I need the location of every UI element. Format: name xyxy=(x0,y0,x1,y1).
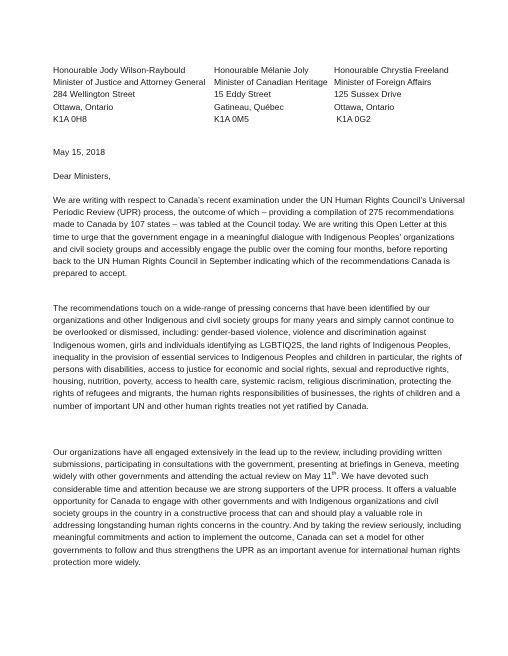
recipient-title: Minister of Justice and Attorney General xyxy=(53,77,206,88)
paragraph-2: The recommendations touch on a wide-range of pressing concerns that have been identified by our organizations and other Indigenous and civil society groups for many years and simply cannot continue to be overlooked or dismissed, including: gender-based violence, violence and discrimination against Indigenous women, girls and individuals identifying as LGBTIQ2S, the land rights of Indigenous Peoples, inequality in the provision of essential services to Indigenous Peoples and children in particular, the rights of persons with disabilities, access to justice for economic and social rights, sexual and reproductive rights, housing, nutrition, poverty, access to health care, systemic racism, religious discrimination, protecting the rights of refugees and migrants, the human rights responsibilities of businesses, the rights of children and a number of important UN and other human rights treaties not yet ratified by Canada. xyxy=(53,303,462,411)
paragraph-3 xyxy=(53,446,465,568)
recipient-name: Honourable Chrystia Freeland xyxy=(334,65,449,75)
paragraph-1: We are writing with respect to Canada’s recent examination under the UN Human Rights Council’s Universal Periodic Review (UPR) process, the outcome of which – providing a compilation of 275 recommendations made to Canada by 107 states – was tabled at the Council today. We are writing this Open Letter at this time to urge that the government engage in a meaningful dialogue with Indigenous Peoples’ organizations and civil society groups and accessibly engage the public over the coming four months, before reporting back to the UN Human Rights Council in September indicating which of the recommendations Canada is prepared to accept. xyxy=(53,195,465,279)
recipient-title: Minister of Canadian Heritage xyxy=(214,77,328,88)
salutation: Dear Ministers, xyxy=(53,171,111,181)
recipient-title: Minister of Foreign Affairs xyxy=(334,77,432,88)
recipient-city: Ottawa, Ontario xyxy=(53,101,114,112)
recipient-postal: K1A 0M5 xyxy=(214,113,249,124)
recipient-name: Honourable Mélanie Joly xyxy=(214,65,309,75)
recipient-address-3 xyxy=(334,64,449,125)
ordinal-suffix: th xyxy=(331,471,337,478)
letter-date: May 15, 2018 xyxy=(53,147,106,157)
recipient-postal: K1A 0H8 xyxy=(53,113,87,124)
recipient-street: 15 Eddy Street xyxy=(214,89,271,100)
recipient-street: 284 Wellington Street xyxy=(53,89,136,100)
recipient-address-1 xyxy=(53,64,205,125)
recipient-city: Ottawa, Ontario xyxy=(334,101,395,112)
recipient-postal: K1A 0G2 xyxy=(334,113,371,124)
paragraph-3-end: . We have devoted such considerable time and attention because we are strong supporters of the UPR process. It offers a valuable opportunity for Canada to engage with other governments and with Indigenous organizations and civil society groups in the country in a constructive process that can and should play a valuable role in addressing longstanding human rights concerns in the country. And by taking the review seriously, including meaningful commitments and action to implement the outcome, Canada can set a model for other governments to follow and thus strengthens the UPR as an important avenue for international human rights protection more widely. xyxy=(53,471,462,567)
recipient-name: Honourable Jody Wilson-Raybould xyxy=(53,65,186,75)
recipient-address-2 xyxy=(214,64,328,125)
recipient-city: Gatineau, Québec xyxy=(214,101,284,112)
paragraph-3-start: Our organizations have all engaged extensively in the lead up to the review, including providing written submissions, participating in consultations with the government, presenting at briefings in Geneva, meeting widely with other governments and attending the actual review on May 11 xyxy=(53,447,460,482)
recipient-street: 125 Sussex Drive xyxy=(334,89,402,100)
